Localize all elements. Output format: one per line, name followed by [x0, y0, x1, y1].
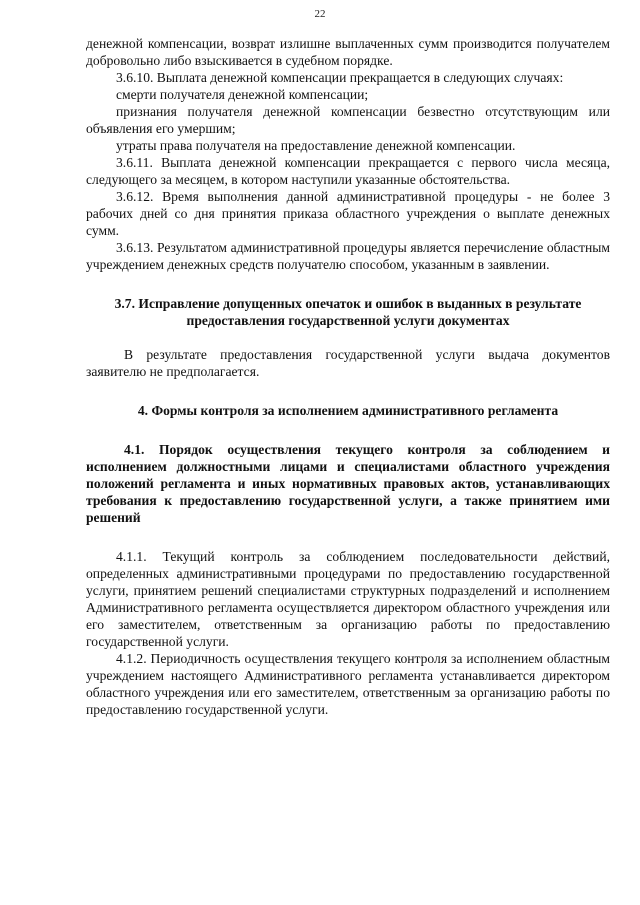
- paragraph-3-6-12: 3.6.12. Время выполнения данной административной процедуры - не более 3 рабочих дней со дня принятия приказа областного учреждения о выплате денежных сумм.: [86, 189, 610, 238]
- paragraph-continuation: денежной компенсации, возврат излишне выплаченных сумм производится получателем добровольно либо взыскивается в судебном порядке.: [86, 36, 610, 68]
- section-3-7-heading: 3.7. Исправление допущенных опечаток и ошибок в выданных в результате предоставления государственной услуги документах: [114, 296, 582, 328]
- page-number: 22: [314, 8, 326, 20]
- paragraph-3-6-11: 3.6.11. Выплата денежной компенсации прекращается с первого числа месяца, следующего за месяцем, в котором наступили указанные обстоятельства.: [86, 155, 610, 187]
- list-item-missing: признания получателя денежной компенсации безвестно отсутствующим или объявления его умершим;: [86, 104, 610, 136]
- section-3-7-text: В результате предоставления государственной услуги выдача документов заявителю не предполагается.: [86, 347, 610, 379]
- section-4-1-heading: 4.1. Порядок осуществления текущего контроля за соблюдением и исполнением должностными лицами и специалистами областного учреждения положений регламента и иных нормативных правовых актов, устанавливающих требования к предоставлению государственной услуги, а также принятием ими решений: [86, 442, 610, 525]
- paragraph-4-1-2: 4.1.2. Периодичность осуществления текущего контроля за исполнением областным учреждением настоящего Административного регламента устанавливается директором областного учреждения или его заместителем, ответственным за организацию работы по предоставлению государственной услуги.: [86, 651, 610, 717]
- list-item-loss-of-right: утраты права получателя на предоставление денежной компенсации.: [116, 138, 516, 153]
- list-item-death: смерти получателя денежной компенсации;: [116, 87, 369, 102]
- paragraph-3-6-10: 3.6.10. Выплата денежной компенсации прекращается в следующих случаях:: [116, 70, 564, 85]
- paragraph-4-1-1: 4.1.1. Текущий контроль за соблюдением последовательности действий, определенных административными процедурами по предоставлению государственной услуги, принятием решений специалистами структурных подразделений и исполнением Административного регламента осуществляется директором областного учреждения или его заместителем, ответственным за организацию работы по предоставлению государственной услуги.: [86, 549, 610, 649]
- paragraph-3-6-13: 3.6.13. Результатом административной процедуры является перечисление областным учреждением денежных средств получателю способом, указанным в заявлении.: [86, 240, 610, 272]
- section-4-heading: 4. Формы контроля за исполнением административного регламента: [137, 403, 559, 418]
- page-content: [86, 35, 610, 718]
